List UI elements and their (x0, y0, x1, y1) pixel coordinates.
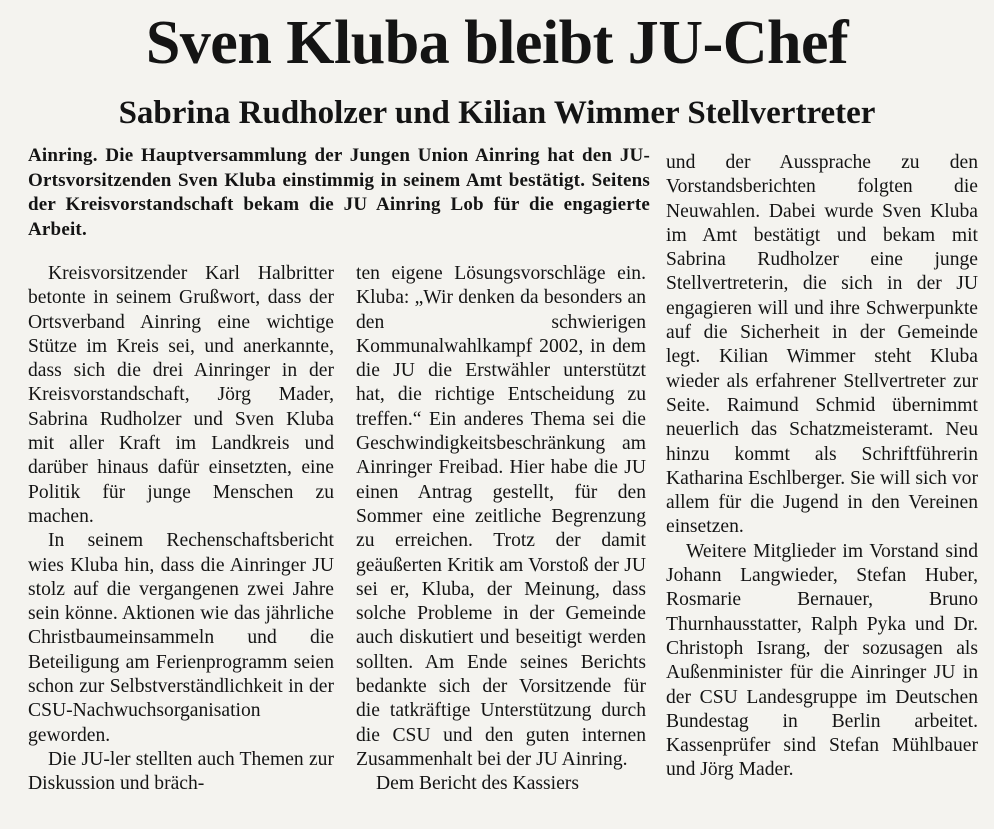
headline: Sven Kluba bleibt JU-Chef (145, 9, 849, 77)
body-paragraph: In seinem Rechenschaftsbericht wies Kluba hin, dass die Ainringer JU stolz auf die vergangenen zwei Jahre sein könne. Aktionen wie das jährliche Christbaumeinsammeln und die Beteiligung am Ferienprogramm seien schon zur Selbstverständlichkeit in der CSU-Nachwuchsorganisation geworden. (28, 530, 334, 746)
subheadline: Sabrina Rudholzer und Kilian Wimmer Stellvertreter (118, 95, 876, 131)
body-paragraph: und der Aussprache zu den Vorstandsberichten folgten die Neuwahlen. Dabei wurde Sven Kluba im Amt bestätigt und bekam mit Sabrina Rudholzer eine junge Stellvertreterin, die sich in der JU engagieren will und ihre Schwerpunkte auf die Sicherheit in der Gemeinde legt. Kilian Wimmer steht Kluba wieder als erfahrener Stellvertreter zur Seite. Raimund Schmid übernimmt neuerlich das Schatzmeisteramt. Neu hinzu kommt als Schriftführerin Katharina Eschlberger. Sie will sich vor allem für die Jugend in den Vereinen einsetzen. (666, 152, 978, 538)
body-paragraph: Dem Bericht des Kassiers (376, 773, 579, 795)
article-column-1 (28, 262, 334, 797)
article-column-2 (356, 262, 646, 797)
lead-paragraph: Ainring. Die Hauptversammlung der Jungen Union Ainring hat den JU-Ortsvorsitzenden Sven Kluba einstimmig in seinem Amt bestätigt. Seitens der Kreisvorstandschaft bekam die JU Ainring Lob für die engagierte Arbeit. (28, 145, 650, 240)
article-column-3 (666, 151, 978, 783)
body-paragraph: Kreisvorsitzender Karl Halbritter betonte in seinem Grußwort, dass der Ortsverband Ainring eine wichtige Stütze im Kreis sei, und anerkannte, dass sich die drei Ainringer in der Kreisvorstandschaft, Jörg Mader, Sabrina Rudholzer und Sven Kluba mit aller Kraft im Landkreis und darüber hinaus dafür einsetzten, eine Politik für junge Menschen zu machen. (28, 263, 334, 527)
body-paragraph: Weitere Mitglieder im Vorstand sind Johann Langwieder, Stefan Huber, Rosmarie Bernauer, Bruno Thurnhausstatter, Ralph Pyka und Dr. Christoph Israng, der sozusagen als Außenminister für die Ainringer JU in der CSU Landesgruppe im Deutschen Bundestag in Berlin arbeitet. Kassenprüfer sind Stefan Mühlbauer und Jörg Mader. (666, 540, 978, 781)
body-paragraph: ten eigene Lösungsvorschläge ein. Kluba: „Wir denken da besonders an den schwierigen Kommunalwahlkampf 2002, in dem die JU die Erstwähler unterstützt hat, die richtige Entscheidung zu treffen.“ Ein anderes Thema sei die Geschwindigkeitsbeschränkung am Ainringer Freibad. Hier habe die JU einen Antrag gestellt, für den Sommer eine zeitliche Begrenzung zu erreichen. Trotz der damit geäußerten Kritik am Vorstoß der JU sei er, Kluba, der Meinung, dass solche Probleme in der Gemeinde auch diskutiert und beseitigt werden sollten. Am Ende seines Berichts bedankte sich der Vorsitzende für die tatkräftige Unterstützung durch die CSU und den guten internen Zusammenhalt bei der JU Ainring. (356, 263, 646, 770)
body-paragraph: Die JU-ler stellten auch Themen zur Diskussion und bräch- (28, 748, 334, 795)
